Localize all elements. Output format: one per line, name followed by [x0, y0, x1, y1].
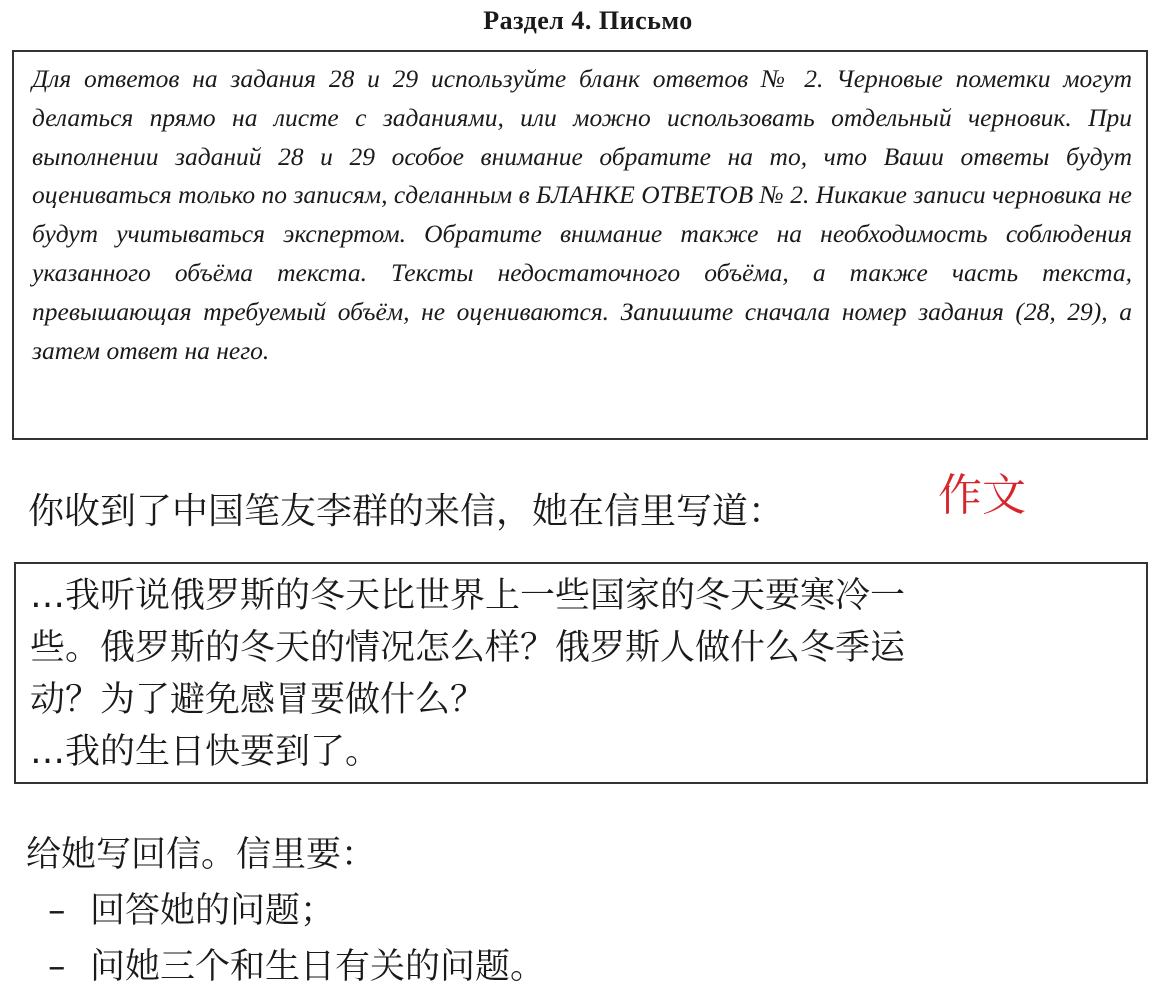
- dash-marker: –: [48, 891, 66, 931]
- section-title: Раздел 4. Письмо: [483, 6, 693, 35]
- instructions-box: [12, 50, 1148, 440]
- letter-line: …我听说俄罗斯的冬天比世界上一些国家的冬天要寒冷一: [30, 576, 906, 616]
- dash-marker: –: [48, 947, 66, 987]
- letter-excerpt-box: [14, 562, 1148, 784]
- task-item-text: 回答她的问题；: [90, 891, 336, 931]
- task-item: [26, 939, 545, 995]
- letter-line: …我的生日快要到了。: [30, 732, 381, 772]
- task-item: [26, 883, 545, 939]
- letter-prompt: 你收到了中国笔友李群的来信，她在信里写道：: [28, 491, 785, 532]
- task-intro: 给她写回信。信里要：: [26, 835, 377, 875]
- instructions-text: Для ответов на задания 28 и 29 используйте бланк ответов № 2. Черновые пометки могут делаться прямо на листе с заданиями, или можно использовать отдельный черновик. При выполнении заданий 28 и 29 особое внимание обратите на то, что Ваши ответы будут оцениваться только по записям, сделанным в БЛАНКЕ ОТВЕТОВ № 2. Никакие записи черновика не будут учитываться экспертом. Обратите внимание также на необходимость соблюдения указанного объёма текста. Тексты недостаточного объёма, а также часть текста, превышающая требуемый объём, не оцениваются. Запишите сначала номер задания (28, 29), а затем ответ на него.: [32, 64, 1132, 365]
- handwritten-annotation: 作文: [938, 470, 1026, 521]
- letter-line: 些。俄罗斯的冬天的情况怎么样？俄罗斯人做什么冬季运: [30, 628, 906, 668]
- task-block: [26, 827, 545, 995]
- task-item-text: 问她三个和生日有关的问题。: [90, 947, 546, 987]
- letter-line: 动？为了避免感冒要做什么？: [30, 680, 486, 720]
